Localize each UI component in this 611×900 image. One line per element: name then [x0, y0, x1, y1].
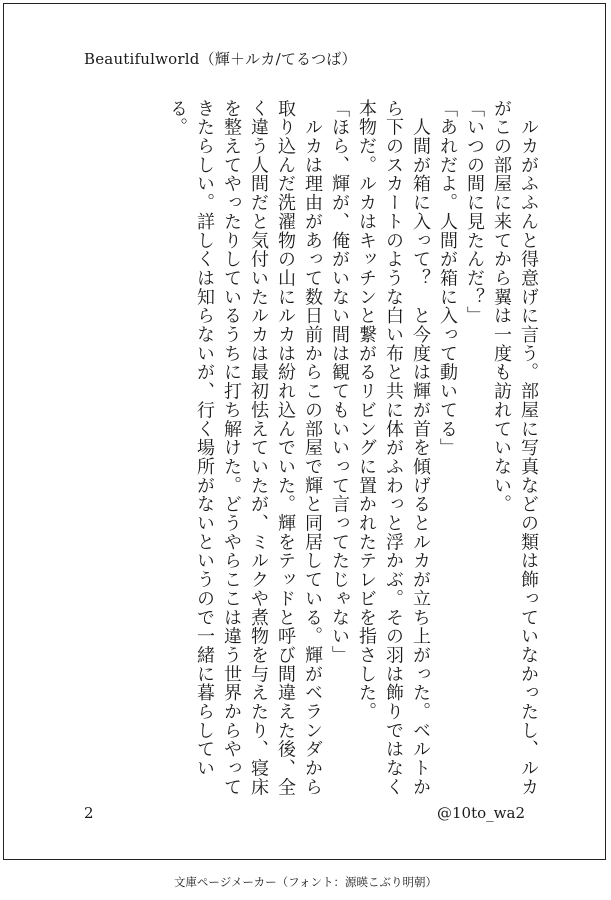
page-frame [3, 3, 606, 860]
generator-credit: 文庫ページメーカー（フォント：源暎こぶり明朝） [173, 875, 438, 889]
paragraph: 「ほら、輝が、俺がいない間は観てもいいって言ってたじゃない」 [329, 99, 350, 665]
paragraph: 人間が箱に入って？ と今度は輝が首を傾げるとルカが立ち上がった。ベルトから下のスカートのような白い布と共に体がふわっと浮かぶ。その羽は飾りではなく本物だ。ルカはキッチンと繋がるリビングに置かれたテレビを指さした。 [356, 99, 431, 797]
vertical-body-text [112, 99, 542, 799]
work-title: Beautifulworld（輝＋ルカ/てるつば） [84, 50, 357, 68]
paragraph: ルカは理由があって数日前からこの部屋で輝と同居している。輝がベランダから取り込んだ洗濯物の山にルカは紛れ込んでいた。輝をテッドと呼び間違えた後、全く違う人間だと気付いたルカは最初怯えていたが、ミルクや煮物を与えたり、寝床を整えてやったりしているうちに打ち解けた。どうやらここは違う世界からやってきたらしい。詳しくは知らないが、行く場所がないというので一緒に暮らしている。 [167, 99, 323, 797]
paragraph: 「あれだよ。人間が箱に入って動いてる」 [437, 99, 458, 458]
page-number: 2 [84, 804, 94, 822]
author-handle: @10to_wa2 [437, 804, 525, 822]
paragraph: 「いつの間に見たんだ？」 [464, 99, 485, 326]
paragraph: ルカがふふんと得意げに言う。部屋に写真などの類は飾っていなかったし、ルカがこの部屋に来てから翼は一度も訪れていない。 [491, 99, 539, 797]
